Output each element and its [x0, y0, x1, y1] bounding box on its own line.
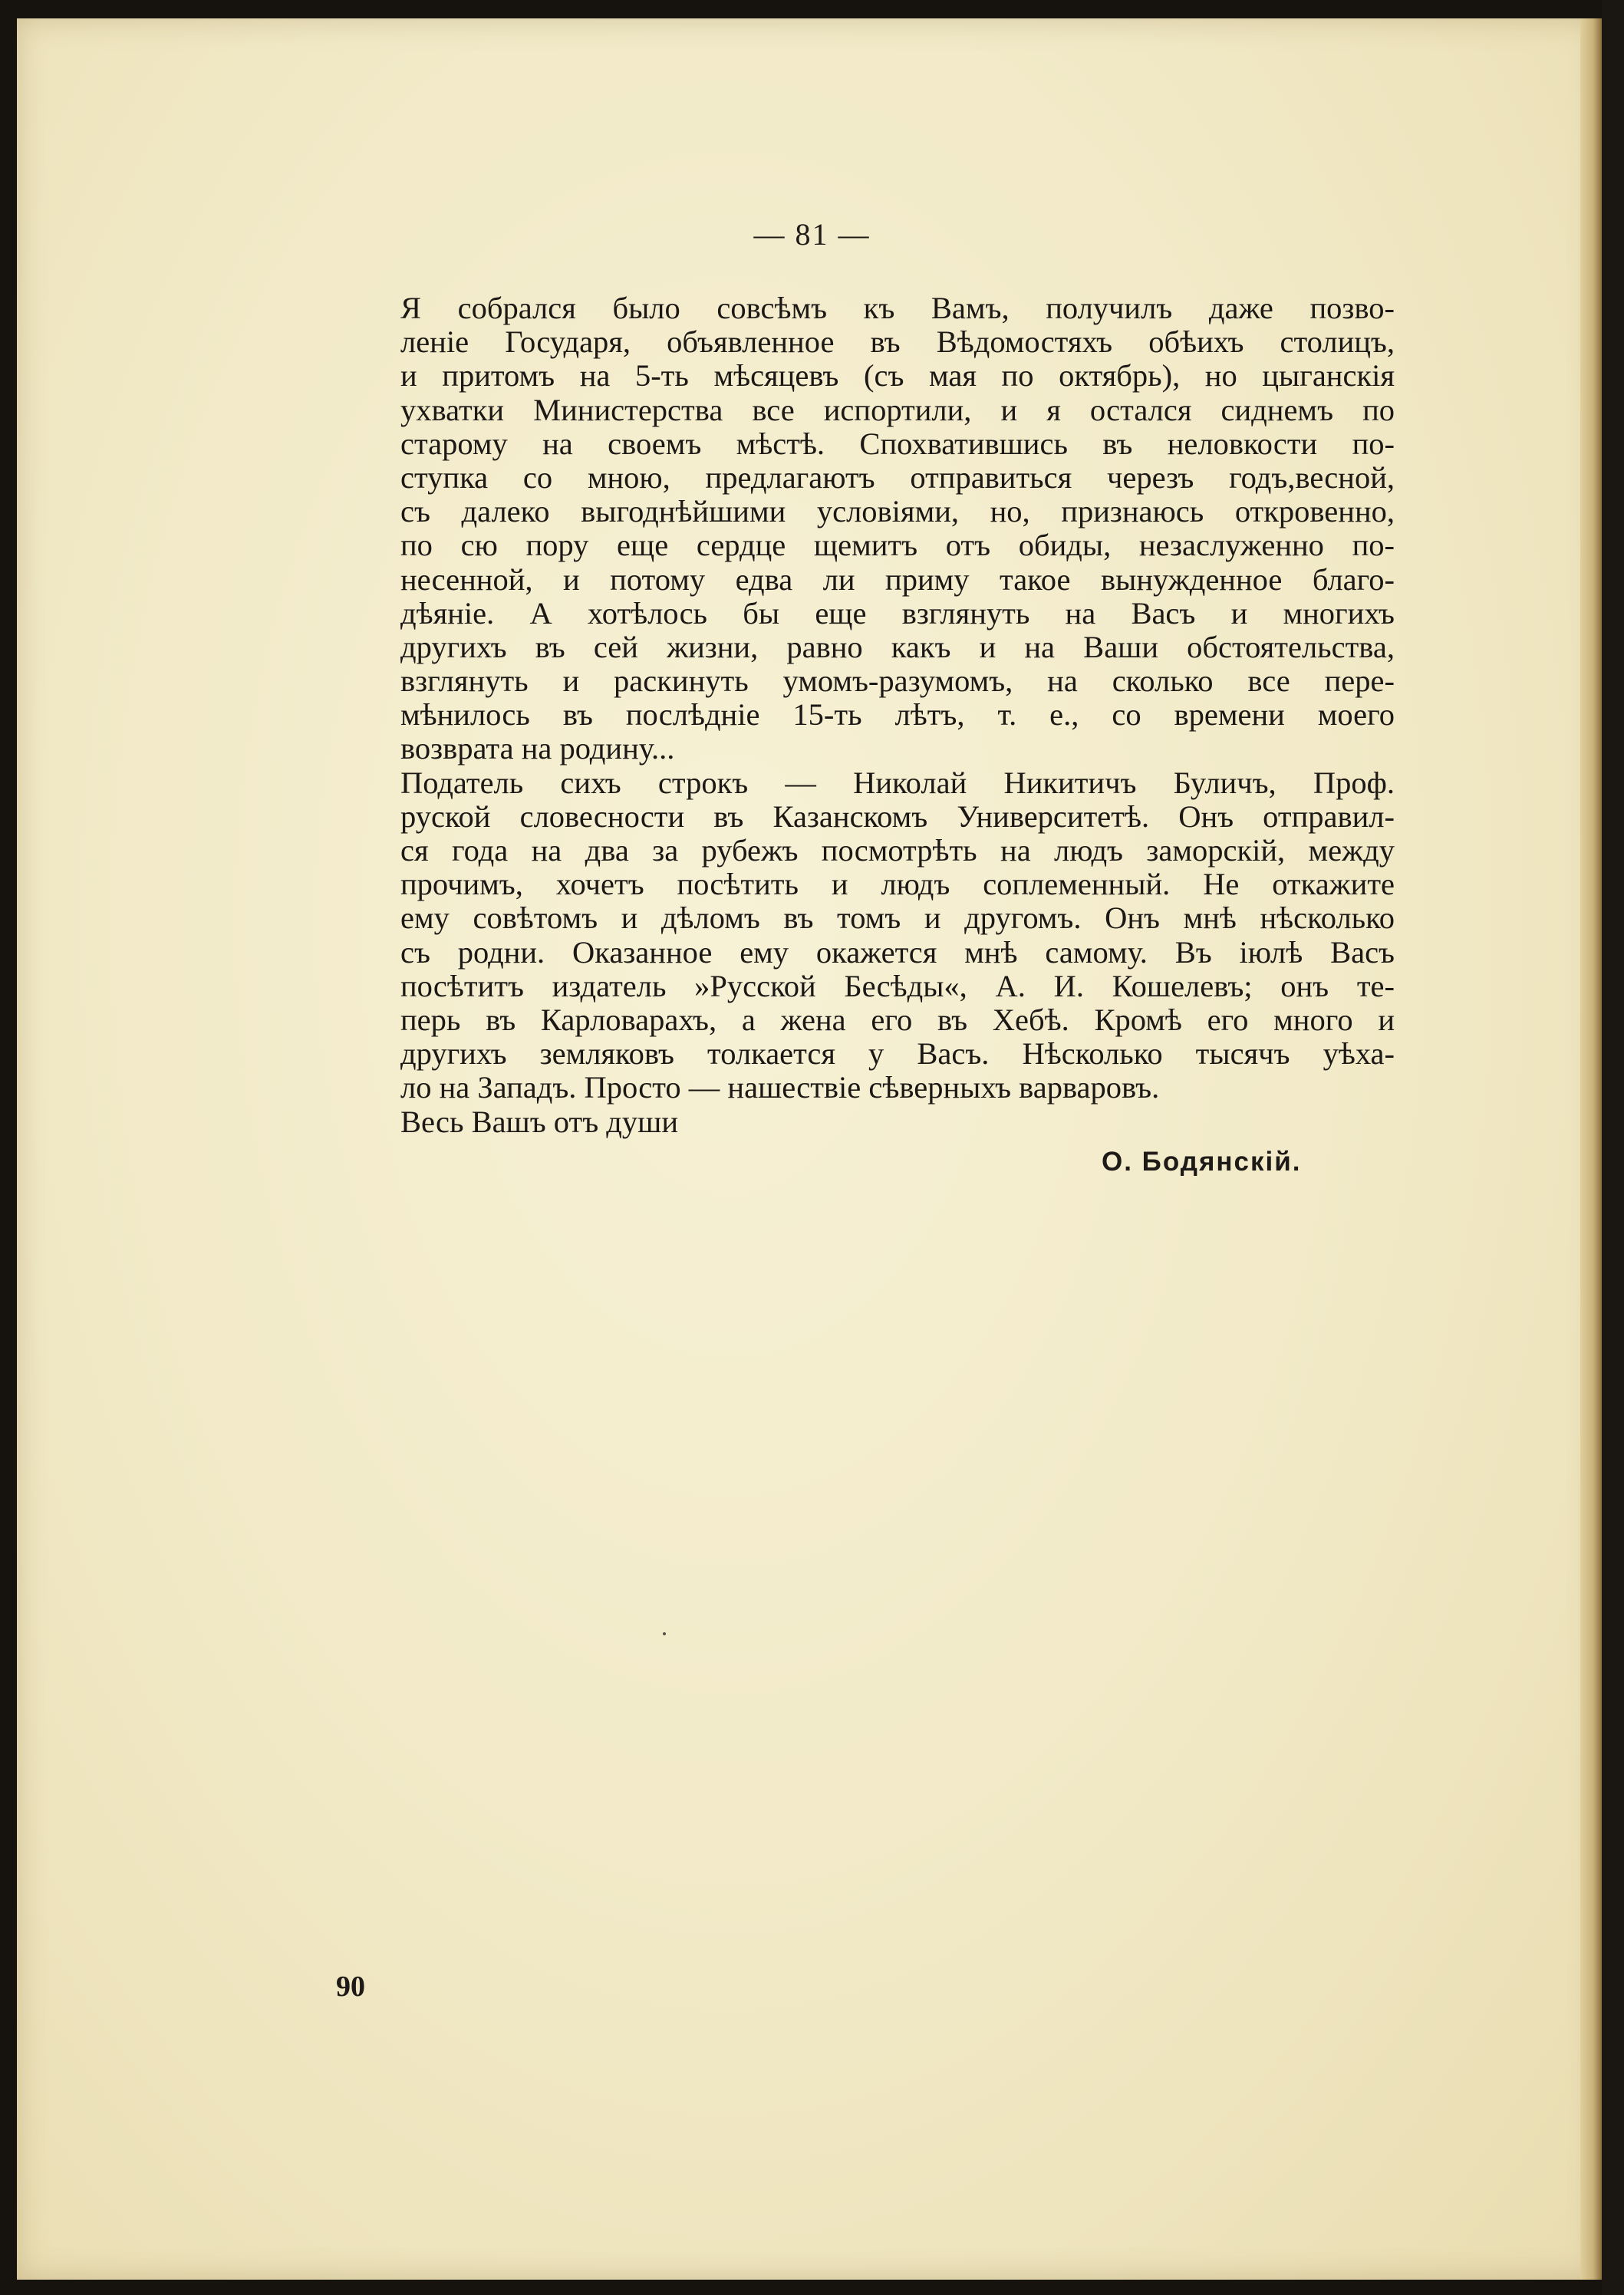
text-line: руской словесности въ Казанскомъ Университетѣ. Онъ отправил- — [400, 798, 1395, 834]
letter-body — [400, 291, 1395, 1139]
text-line: ло на Западъ. Просто — нашествіе сѣверныхъ варваровъ. — [400, 1070, 1160, 1105]
sheet-number: 90 — [336, 1971, 365, 2003]
text-line: ему совѣтомъ и дѣломъ въ томъ и другомъ. Онъ мнѣ нѣсколько — [400, 901, 1395, 936]
text-line: Весь Вашъ отъ души — [400, 1104, 679, 1139]
text-line: Я собрался было совсѣмъ къ Вамъ, получилъ даже позво- — [400, 291, 1395, 325]
text-line: ухватки Министерства все испортили, и я остался сиднемъ по — [400, 392, 1395, 427]
text-line: посѣтитъ издатель »Русской Бесѣды«, А. И. Кошелевъ; онъ те- — [400, 968, 1395, 1003]
text-line: по сю пору еще сердце щемитъ отъ обиды, незаслуженно по- — [400, 528, 1395, 563]
scan-edge — [1602, 0, 1624, 2295]
text-line: ся года на два за рубежъ посмотрѣть на людъ заморскій, между — [400, 833, 1395, 868]
text-line: взглянуть и раскинуть умомъ-разумомъ, на сколько все пере- — [400, 663, 1395, 699]
text-line: Податель сихъ строкъ — Николай Никитичъ Буличъ, Проф. — [400, 765, 1395, 800]
text-line: старому на своемъ мѣстѣ. Спохватившись въ неловкости по- — [400, 426, 1395, 461]
text-line: съ далеко выгоднѣйшими условіями, но, признаюсь откровенно, — [400, 494, 1395, 529]
text-line: прочимъ, хочетъ посѣтить и людъ соплеменный. Не откажите — [400, 867, 1395, 902]
running-head-page-number: — 81 — — [753, 217, 871, 252]
text-line: леніе Государя, объявленное въ Вѣдомостяхъ обѣихъ столицъ, — [400, 324, 1395, 360]
text-line: перь въ Карловарахъ, а жена его въ Хебѣ. Кромѣ его много и — [400, 1002, 1395, 1037]
text-line: съ родни. Оказанное ему окажется мнѣ самому. Въ іюлѣ Васъ — [400, 934, 1395, 970]
page-gutter — [1580, 18, 1602, 2280]
text-line: мѣнилось въ послѣдніе 15-ть лѣтъ, т. е., со времени моего — [400, 697, 1395, 733]
text-line: другихъ земляковъ толкается у Васъ. Нѣсколько тысячъ уѣха- — [400, 1036, 1395, 1072]
text-line: ступка со мною, предлагаютъ отправиться черезъ годъ,весной, — [400, 459, 1395, 495]
signature: О. Бодянскій. — [1102, 1147, 1302, 1177]
text-line: дѣяніе. А хотѣлось бы еще взглянуть на Васъ и многихъ — [400, 595, 1395, 631]
text-line: несенной, и потому едва ли приму такое вынужденное благо- — [400, 561, 1395, 597]
text-line: другихъ въ сей жизни, равно какъ и на Ваши обстоятельства, — [400, 629, 1395, 664]
text-line: и притомъ на 5-ть мѣсяцевъ (съ мая по октябрь), но цыганскія — [400, 358, 1395, 393]
paper-speck — [663, 1632, 666, 1635]
text-line: возврата на родину... — [400, 731, 675, 766]
